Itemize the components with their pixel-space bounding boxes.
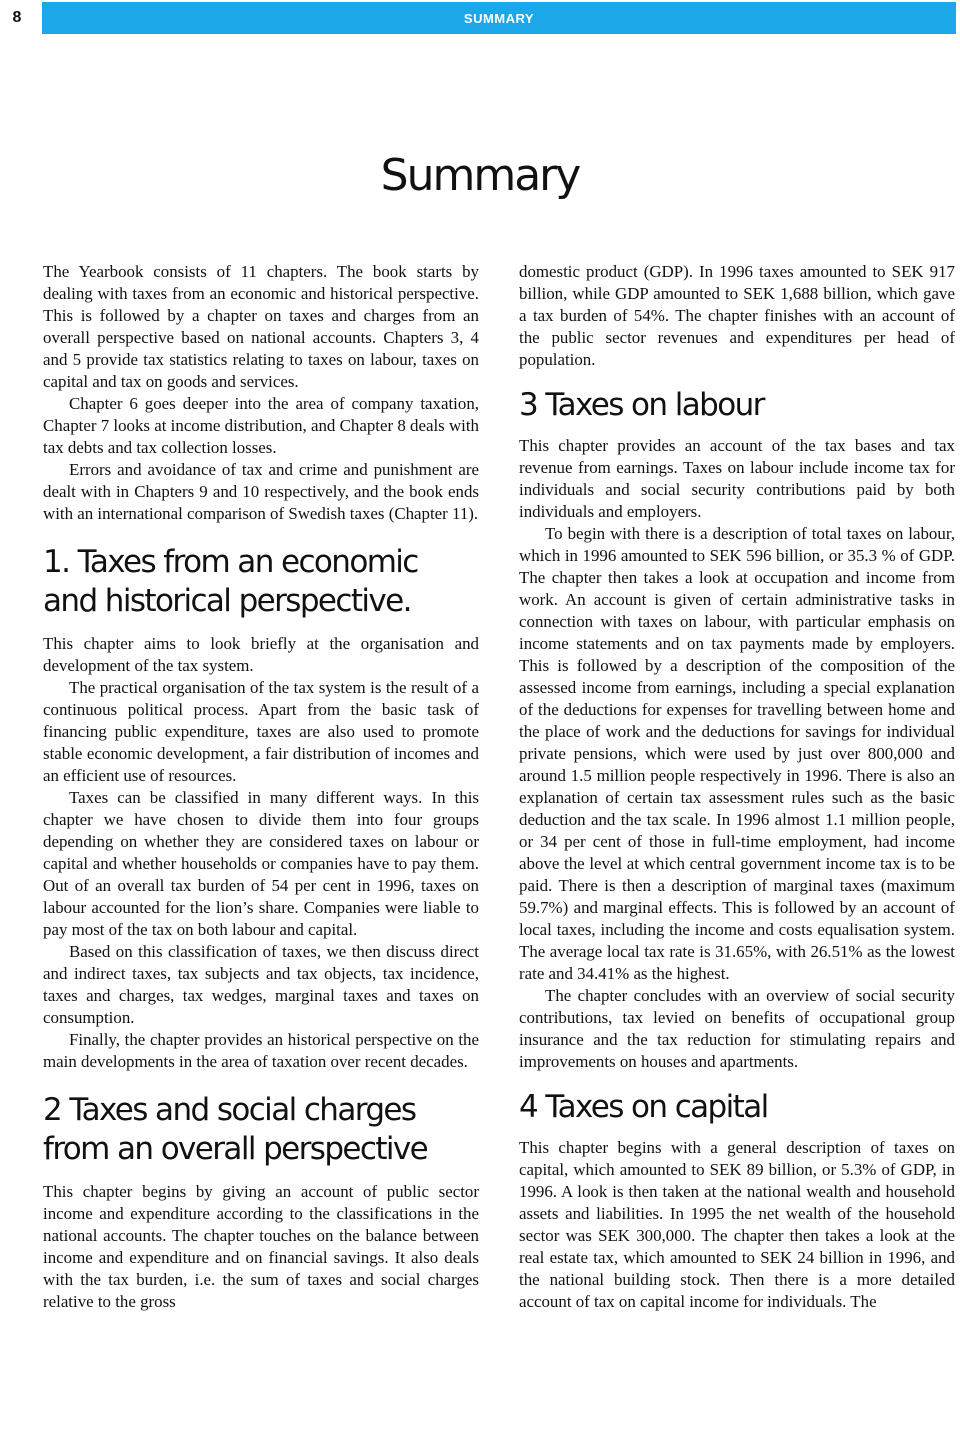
section-1-paragraph: Based on this classification of taxes, we then discuss direct and indirect taxes, tax subjects and tax objects, tax incidence, taxes and charges, tax wedges, marginal taxes and taxes on consumption.: [43, 942, 479, 1027]
section-4-heading: 4 Taxes on capital: [519, 1089, 768, 1125]
right-column: [519, 261, 955, 1313]
section-2-continuation: domestic product (GDP). In 1996 taxes amounted to SEK 917 billion, while GDP amounted to SEK 1,688 billion, which gave a tax burden of 54%. The chapter finishes with an account of the public sector revenues and expenditures per head of population.: [519, 262, 955, 369]
section-4-paragraph: This chapter begins with a general description of taxes on capital, which amounted to SEK 89 billion, or 5.3% of GDP, in 1996. A look is then taken at the national wealth and household assets and liabilities. In 1995 the net wealth of the household sector was SEK 300,000. The chapter then takes a look at the real estate tax, which amounted to SEK 24 billion in 1996, and the national building stock. Then there is a more detailed account of tax on capital income for individuals. The: [519, 1138, 955, 1311]
page-header: [0, 0, 960, 36]
section-3-paragraph: This chapter provides an account of the tax bases and tax revenue from earnings. Taxes on labour include income tax for individuals and social security contributions paid by both individuals and employers.: [519, 436, 955, 521]
section-1-paragraph: Finally, the chapter provides an historical perspective on the main developments in the area of taxation over recent decades.: [43, 1030, 479, 1071]
section-3-paragraph: The chapter concludes with an overview of social security contributions, tax levied on benefits of occupational group insurance and the tax reduction for stimulating repairs and improvements on houses and apartments.: [519, 986, 955, 1071]
running-title-bar: [42, 2, 956, 34]
section-1-heading: 1. Taxes from an economic and historical perspective.: [43, 544, 418, 619]
intro-paragraph: Errors and avoidance of tax and crime and punishment are dealt with in Chapters 9 and 10 respectively, and the book ends with an international comparison of Swedish taxes (Chapter 11).: [43, 460, 479, 523]
running-title: SUMMARY: [463, 10, 535, 26]
page-number: 8: [12, 9, 22, 26]
section-1-paragraph: The practical organisation of the tax system is the result of a continuous political process. Apart from the basic task of financing public expenditure, taxes are also used to promote stable economic development, a fair distribution of incomes and an efficient use of resources.: [43, 678, 479, 785]
section-3-paragraph: To begin with there is a description of total taxes on labour, which in 1996 amounted to SEK 596 billion, or 35.3 % of GDP. The chapter then takes a look at occupation and income from work. An account is given of certain administrative tasks in connection with taxes on labour, with particular emphasis on income statements and on tax payments made by employers. This is followed by a description of the composition of the assessed income from earnings, including a special explanation of the deductions for expenses for travelling between home and the place of work and the deductions for savings for individual private pensions, which were used by just over 800,000 and around 1.5 million people respectively in 1996. There is also an explanation of certain tax assessment rules such as the basic deduction and the tax scale. In 1996 almost 1.1 million people, or 34 per cent of those in full-time employment, had income above the level at which central government income tax is to be paid. There is then a description of marginal taxes (maximum 59.7%) and marginal effects. This is followed by an account of local taxes, including the income and costs equalisation system. The average local tax rate is 31.65%, with 26.51% as the lowest rate and 34.41% as the highest.: [519, 524, 955, 983]
section-2-paragraph: This chapter begins by giving an account of public sector income and expenditure according to the classifications in the national accounts. The chapter touches on the balance between income and expenditure and on financial savings. It also deals with the tax burden, i.e. the sum of taxes and social charges relative to the gross: [43, 1182, 479, 1311]
intro-paragraph: Chapter 6 goes deeper into the area of company taxation, Chapter 7 looks at income distribution, and Chapter 8 deals with tax debts and tax collection losses.: [43, 394, 479, 457]
page-title: Summary: [380, 150, 580, 201]
left-column: [43, 261, 479, 1313]
section-1-paragraph: This chapter aims to look briefly at the organisation and development of the tax system.: [43, 634, 479, 675]
section-1-paragraph: Taxes can be classified in many different ways. In this chapter we have chosen to divide them into four groups depending on whether they are considered taxes on labour or capital and whether households or companies have to pay them. Out of an overall tax burden of 54 per cent in 1996, taxes on labour accounted for the lion’s share. Companies were liable to pay most of the tax on both labour and capital.: [43, 788, 479, 939]
section-3-heading: 3 Taxes on labour: [519, 387, 764, 423]
intro-paragraph: The Yearbook consists of 11 chapters. The book starts by dealing with taxes from an economic and historical perspective. This is followed by a chapter on taxes and charges from an overall perspective based on national accounts. Chapters 3, 4 and 5 provide tax statistics relating to taxes on labour, taxes on capital and tax on goods and services.: [43, 262, 479, 391]
section-2-heading: 2 Taxes and social charges from an overall perspective: [43, 1092, 428, 1167]
